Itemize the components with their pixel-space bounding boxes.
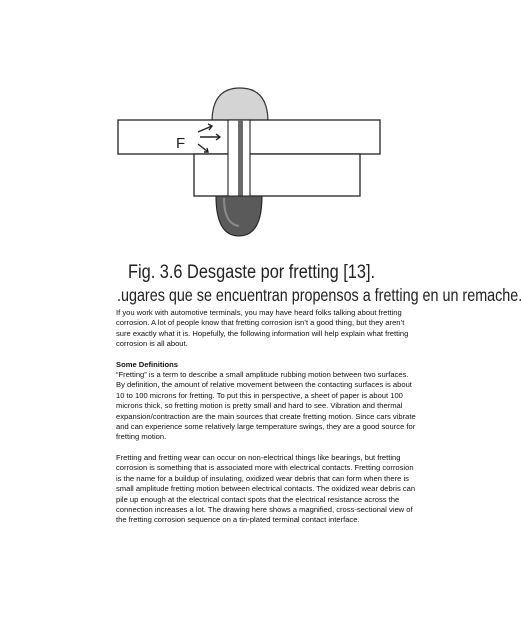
lower-plate xyxy=(194,154,360,196)
article-body xyxy=(116,308,418,526)
rivet-fretting-figure xyxy=(112,74,522,314)
definition-paragraph: “Fretting” is a term to describe a small amplitude rubbing motion between two surfaces. By definition, the amount of relative movement between the contacting surfaces is about 10 to 100 microns for fretting. To put this in perspective, a sheet of paper is about 100 microns thick, so fretting motion is pretty small and hard to see. Vibration and thermal expansion/contraction are the main sources that create fretting motion. Since cars vibrate and can experience some relatively large temperature swings, they are a good source for fretting motion. xyxy=(116,370,416,442)
rivet-diagram xyxy=(112,74,408,264)
fretting-wear-paragraph: Fretting and fretting wear can occur on non-electrical things like bearings, but fretting corrosion is something that is associated more with electrical contacts. Fretting corrosion is the name for a buildup of insulating, oxidized wear debris that can form when there is small amplitude fretting motion between electrical contacts. The oxidized wear debris can pile up enough at the electrical contact spots that the electrical resistance across the connection increases a lot. The drawing here shows a magnified, cross-sectional view of the fretting corrosion sequence on a tin-plated terminal contact interface. xyxy=(116,452,416,525)
figure-caption-subtitle: .ugares que se encuentran propensos a fretting en un remache. xyxy=(117,285,522,305)
intro-paragraph: If you work with automotive terminals, you may have heard folks talking about fretting corrosion. A lot of people know that fretting corrosion isn’t a good thing, but they aren’t sure exactly what it is. Hopefully, the following information will help explain what fretting corrosion is all about. xyxy=(116,308,409,349)
figure-caption-title: Fig. 3.6 Desgaste por fretting [13]. xyxy=(128,262,376,283)
section-heading: Some Definitions xyxy=(116,359,179,369)
rivet-top-head xyxy=(212,88,268,122)
rivet-bottom-head xyxy=(216,196,262,236)
force-label: F xyxy=(176,135,186,152)
rivet-wear-zone xyxy=(238,120,243,198)
